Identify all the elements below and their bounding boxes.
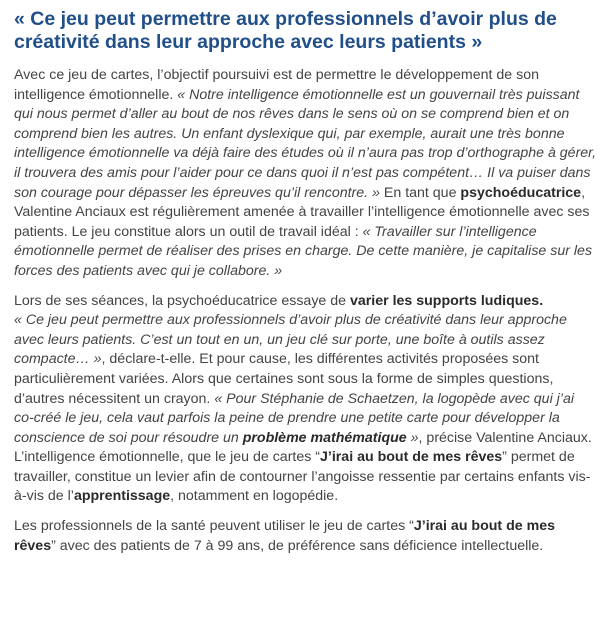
text: , notamment en logopédie. <box>170 488 339 505</box>
text: , précise Valentine Anciaux. L’intelligence émotionnelle, que le jeu de cartes “ <box>14 429 592 466</box>
game-title: J’irai au bout de mes rêves <box>320 449 503 466</box>
quote-part: » <box>406 429 419 446</box>
quote: « Ce jeu peut permettre aux professionnels d’avoir plus de créativité dans leur approche avec leurs patients. C’est un tout en un, un jeu clé sur porte, une boîte à outils assez compacte… » <box>14 312 567 368</box>
paragraph-intro <box>14 66 597 282</box>
text: Les professionnels de la santé peuvent utiliser le jeu de cartes “ <box>14 518 414 535</box>
quote-part: « Pour Stéphanie de Schaetzen, la logopède avec qui j’ai co-créé le jeu, cela vaut parfois la peine de prendre une petite carte pour développer la conscience de soi pour résoudre un <box>14 390 575 446</box>
text: ” permet de travailler, constitue un levier afin de contourner l’angoisse ressentie par certains enfants vis-à-vis de l’ <box>14 449 591 505</box>
quote: « Notre intelligence émotionnelle est un gouvernail très puissant qui nous permet d’aller au bout de nos rêves dans le sens où on se comprend bien et on comprend bien les autres. Un enfant dyslexique qui, par exemple, aurait une très bonne intelligence émotionnelle va déjà faire des études où il n’aura pas trop d’orthographe à gérer, il trouvera des amis pour l’aider pour ce dans quoi il n’est pas compétent… Il va puiser dans son courage pour dépasser les épreuves qu’il rencontre. » <box>14 86 597 201</box>
bold-term: varier les supports ludiques. <box>349 292 544 309</box>
text: En tant que <box>379 184 461 201</box>
text: ” avec des patients de 7 à 99 ans, de préférence sans déficience intellectuelle. <box>51 537 544 554</box>
bold-term: problème mathématique <box>242 429 407 446</box>
article-heading: « Ce jeu peut permettre aux professionnels d’avoir plus de créativité dans leur approche avec leurs patients » <box>14 8 557 53</box>
quote: « Travailler sur l’intelligence émotionnelle permet de réaliser des prises en charge. De cette manière, je capitalise sur les forces des patients avec qui je collabore. » <box>14 223 593 279</box>
text: Lors de ses séances, la psychoéducatrice essaye de <box>14 292 350 309</box>
paragraph-sessions <box>14 292 597 508</box>
paragraph-audience <box>14 517 597 556</box>
bold-term: apprentissage <box>73 488 171 505</box>
text: , Valentine Anciaux est régulièrement amenée à travailler l’intelligence émotionnelle avec ses patients. Le jeu constitue alors un outil de travail idéal : <box>14 184 590 240</box>
game-title: J’irai au bout de mes rêves <box>14 518 555 554</box>
text: Avec ce jeu de cartes, l’objectif poursuivi est de permettre le développement de son intelligence émotionnelle. <box>14 67 539 103</box>
bold-term: psychoéducatrice <box>460 184 582 201</box>
text: , déclare-t-elle. Et pour cause, les différentes activités proposées sont particulièrement variées. Alors que certaines sont sous la forme de simples questions, d’autres nécessitent un crayon. <box>14 351 554 407</box>
